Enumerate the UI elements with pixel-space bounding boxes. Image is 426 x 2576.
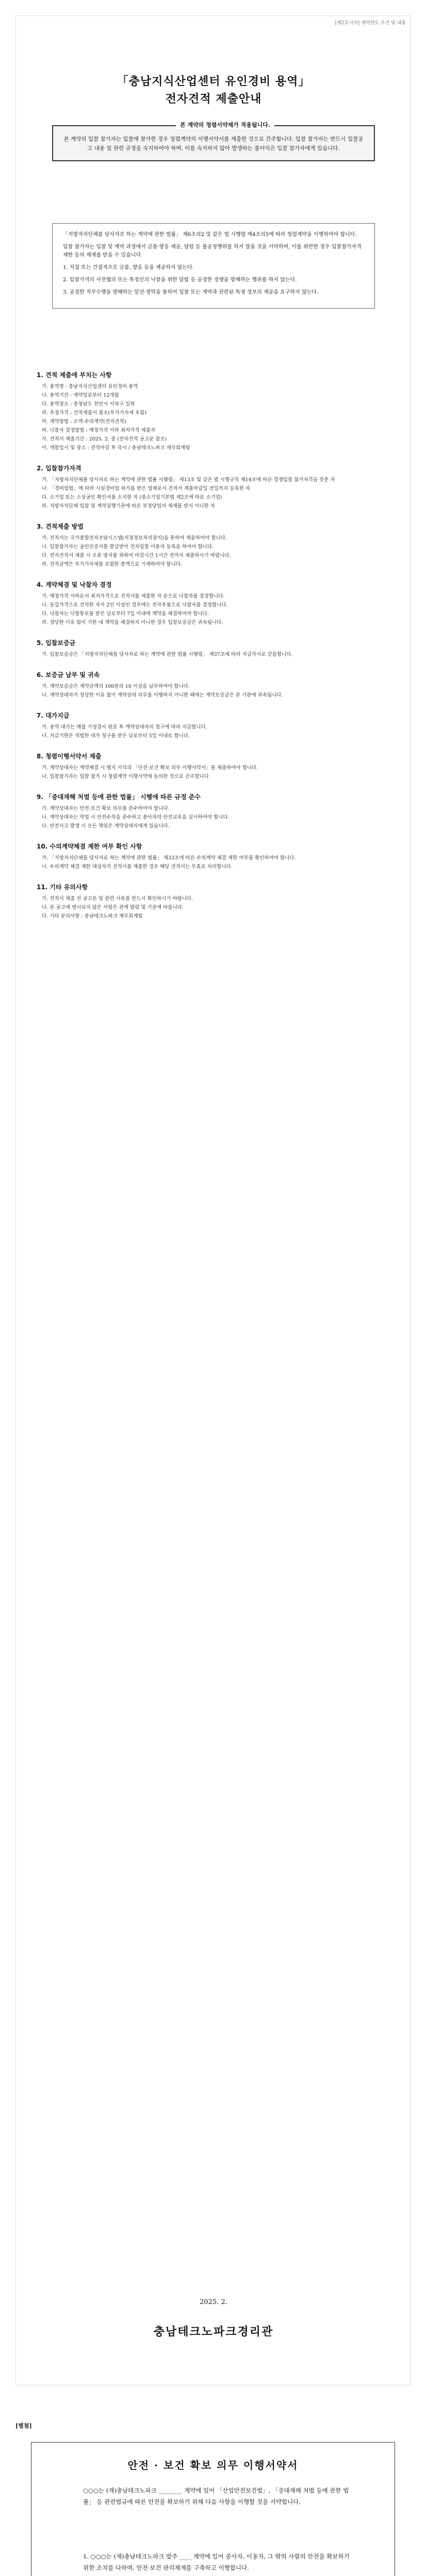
title-line-1: 「충남지식산업센터 유인경비 용역」 (117, 75, 310, 88)
section (37, 638, 398, 659)
section-title: 4. 계약체결 및 낙찰자 결정 (37, 581, 112, 588)
section-item: 나. 수의계약 체결 제한 대상자가 견적서를 제출한 경우 해당 견적서는 무효로 처리합니다. (42, 864, 233, 870)
notice-line: 「지방자치단체를 당사자로 하는 계약에 관한 법률」 제6조의2 및 같은 법 시행령 제4조의5에 따라 청렴계약을 이행하여야 합니다. (63, 232, 357, 238)
section-item: 나. 지급기한은 적법한 대가 청구를 받은 날로부터 5일 이내로 합니다. (42, 733, 190, 739)
section-item: 나. 계약상대자는 작업 시 안전수칙을 준수하고 종사자의 안전교육을 실시하여야 합니다. (42, 815, 230, 820)
section (37, 842, 398, 871)
section-item: 다. 낙찰자는 낙찰통보를 받은 날로부터 7일 이내에 계약을 체결하여야 합니다. (42, 611, 209, 617)
attachment-label: [별첨] (15, 2422, 32, 2429)
integrity-notice-box (52, 122, 375, 161)
section-item: 라. 지방자치단체 입찰 및 계약집행기준에 따른 부정당업자 제재를 받지 아니한 자 (42, 503, 216, 509)
section (37, 711, 398, 740)
section (37, 370, 398, 452)
section (37, 670, 398, 700)
section-list (37, 370, 398, 932)
section-item: 나. 「경비업법」에 따라 시설경비업 허가를 받은 업체로서 견적서 제출마감일 전일까지 등록한 자 (42, 486, 250, 492)
section-item: 바. 낙찰자 결정방법 : 예정가격 이하 최저가격 제출자 (42, 428, 156, 433)
integrity-notice-text: 본 계약의 입찰 참가자는 입찰에 참가한 경우 청렴계약의 이행서약서를 제출한 것으로 간주합니다. 입찰 참가자는 반드시 입찰공고 내용 및 관련 규정을 숙지하여야 하며, 이를 숙지하지 않아 발생하는 불이익은 입찰 참가자에게 있습니다. (63, 136, 364, 151)
section-title: 6. 보증금 납부 및 귀속 (37, 671, 100, 679)
section (37, 580, 398, 627)
section-title: 11. 기타 유의사항 (37, 884, 88, 891)
section-title: 3. 견적제출 방법 (37, 523, 84, 530)
section-item: 가. 「지방자치단체를 당사자로 하는 계약에 관한 법률 시행령」 제13조 및 같은 법 시행규칙 제14조에 따른 경쟁입찰 참가자격을 갖춘 자 (42, 477, 335, 483)
section-item: 가. 용역 대가는 매월 기성검사 완료 후 계약상대자의 청구에 따라 지급합니다. (42, 724, 207, 730)
notice-line: 1. 직접 또는 간접적으로 금품, 향응 등을 제공하지 않는다. (63, 265, 194, 270)
section-title: 9. 「중대재해 처벌 등에 관한 법률」 시행에 따른 규정 준수 (37, 793, 201, 801)
section-item: 가. 견적서는 국가종합전자조달시스템(지정정보처리장치)을 통하여 제출하여야 합니다. (42, 535, 227, 541)
header-meta: [제2호서식] 계약연도 조건 및 내용 (335, 21, 406, 26)
section-item: 라. 견적금액은 부가가치세를 포함한 총액으로 기재하여야 합니다. (42, 562, 182, 567)
section (37, 883, 398, 921)
section-item: 나. 본 공고에 명시되지 않은 사항은 관계 법령 및 기준에 따릅니다. (42, 905, 184, 910)
integrity-notice-label: 본 계약의 청렴서약제가 적용됩니다. (176, 121, 274, 129)
section-item: 가. 계약상대자는 계약체결 시 별지 서식의 「안전·보건 확보 의무 이행서약서」를 제출하여야 합니다. (42, 765, 258, 771)
section-title: 5. 입찰보증금 (37, 639, 76, 647)
section-item: 나. 동일가격으로 견적한 자가 2인 이상인 경우에는 전자추첨으로 낙찰자를 결정합니다. (42, 602, 228, 608)
section-item: 마. 계약방법 : 소액 수의계약(전자견적) (42, 419, 126, 425)
section-title: 1. 견적 제출에 부치는 사항 (37, 371, 112, 379)
section-item: 나. 용역기간 : 계약일로부터 12개월 (42, 393, 119, 398)
section (37, 752, 398, 781)
document-title (16, 73, 411, 108)
section-item: 가. 입찰보증금은 「지방자치단체를 당사자로 하는 계약에 관한 법률 시행령」 제37조에 따라 지급각서로 갈음합니다. (42, 652, 293, 657)
section-title: 2. 입찰참가자격 (37, 465, 81, 472)
form-clauses (83, 2551, 351, 2576)
section-item: 다. 안전사고 발생 시 모든 책임은 계약상대자에게 있습니다. (42, 823, 170, 829)
issuing-organization: 충남테크노파크경리관 (153, 2325, 274, 2338)
section-title: 7. 대가지급 (37, 712, 70, 719)
pledge-form-page (31, 2442, 395, 2576)
section-item: 가. 용역명 : 충남지식산업센터 유인경비 용역 (42, 384, 138, 389)
section-item: 가. 예정가격 이하로서 최저가격으로 견적서를 제출한 자 순으로 낙찰자를 결정합니다. (42, 594, 225, 599)
section-item: 다. 소기업 또는 소상공인 확인서를 소지한 자 (중소기업기본법 제2조에 따른 소기업) (42, 495, 222, 500)
section-title: 10. 수의계약체결 제한 여부 확인 사항 (37, 843, 142, 850)
notice-line: 입찰 참가자는 입찰 및 계약 과정에서 금품·향응 제공, 담합 등 불공정행위를 하지 않을 것을 서약하며, 이를 위반한 경우 입찰참가자격 제한 등의 제재를 받을 수 있습니다. (63, 244, 362, 258)
section (37, 522, 398, 569)
notice-line: 2. 입찰가격의 사전협의 또는 특정인의 낙찰을 위한 담합 등 공정한 경쟁을 방해하는 행위를 하지 않는다. (63, 277, 297, 283)
section-item: 나. 입찰참가자는 공인인증서를 발급받아 전자입찰 이용자 등록을 하여야 합니다. (42, 544, 214, 550)
section (37, 464, 398, 511)
section-item: 다. 용역장소 : 충청남도 천안시 서북구 일원 (42, 401, 135, 407)
section-item: 라. 추정가격 : 견적제출서 참조(부가가치세 포함) (42, 410, 147, 416)
section-item: 다. 기타 문의사항 : 충남테크노파크 재무회계팀 (42, 913, 143, 919)
announcement-date: 2025. 2. (200, 2298, 227, 2306)
section-item: 라. 정당한 이유 없이 기한 내 계약을 체결하지 아니한 경우 입찰보증금은 귀속됩니다. (42, 620, 223, 625)
section-item: 가. 계약보증금은 계약금액의 100분의 10 이상을 납부하여야 합니다. (42, 684, 190, 689)
form-clause: 1. ○○○는 (재)충남테크노파크 발주 ____ 계약에 있어 종사자, 이용자, 그 밖의 사람의 안전을 확보하기 위한 조치를 다하며, 안전·보건 관리체계를 구축하고 이행합니다. (83, 2553, 350, 2571)
section-item: 가. 「지방자치단체를 당사자로 하는 계약에 관한 법률」 제33조에 따른 수의계약 체결 제한 여부를 확인하여야 합니다. (42, 855, 296, 861)
section-item: 나. 입찰참가자는 입찰 참가 시 청렴계약 이행서약에 동의한 것으로 간주합니다. (42, 774, 210, 779)
section-item: 사. 견적서 제출기간 : 2025. 2. 중 (전자견적 공고문 참조) (42, 436, 167, 442)
section-item: 다. 전자견적서 제출 시 오류 방지를 위하여 마감시간 1시간 전까지 제출하시기 바랍니다. (42, 553, 231, 558)
pledge-notice-box (52, 223, 375, 309)
section-title: 8. 청렴이행서약서 제출 (37, 753, 102, 760)
section-item: 아. 개찰일시 및 장소 : 견적마감 후 즉시 / 충남테크노파크 재무회계팀 (42, 445, 190, 451)
section (37, 792, 398, 831)
form-title: 안전 · 보건 확보 의무 이행서약서 (127, 2459, 299, 2471)
notice-line: 3. 공정한 직무수행을 방해하는 알선·청탁을 통하여 입찰 또는 계약과 관련된 특정 정보의 제공을 요구하지 않는다. (63, 290, 319, 295)
title-line-2: 전자견적 제출안내 (165, 92, 262, 106)
section-item: 가. 계약상대자는 안전·보건 확보 의무를 준수하여야 합니다. (42, 806, 170, 811)
announcement-page (15, 15, 411, 2385)
section-item: 가. 견적서 제출 전 공고문 및 관련 서류를 반드시 확인하시기 바랍니다. (42, 896, 193, 902)
section-item: 나. 계약상대자가 정당한 이유 없이 계약상의 의무를 이행하지 아니한 때에는 계약보증금은 본 기관에 귀속됩니다. (42, 692, 283, 698)
form-intro: ○○○는 (재)충남테크노파크 ________ 계약에 있어 「산업안전보건법」, 「중대재해 처벌 등에 관한 법률」 등 관련법규에 따른 안전을 확보하기 위해 다음 사항을 이행할 것을 서약합니다. (83, 2487, 349, 2505)
